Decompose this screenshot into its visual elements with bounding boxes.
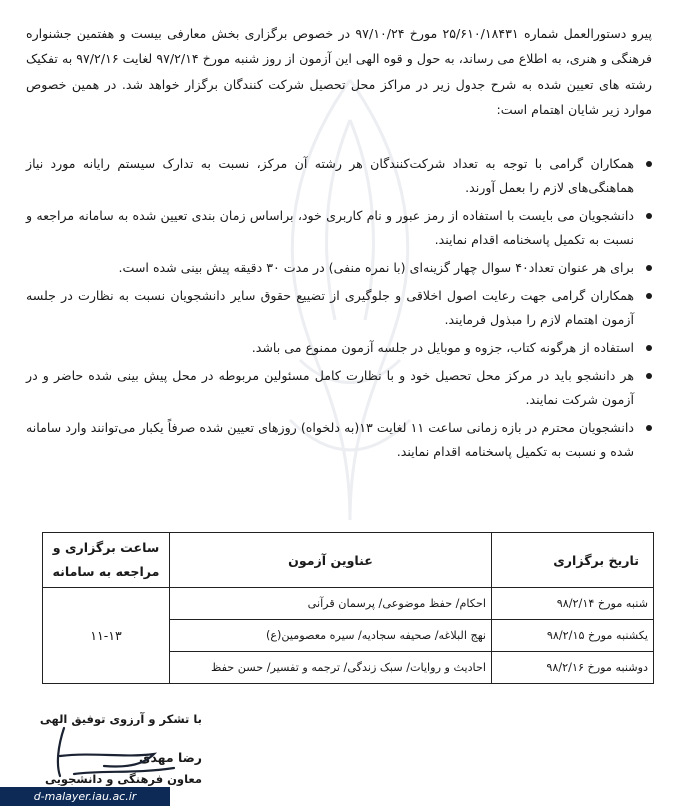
list-item: دانشجویان محترم در بازه زمانی ساعت ۱۱ لغایت ۱۳(به دلخواه) روزهای تعیین شده صرفاً یکبار می‌توانند وارد سامانه شده و نسبت به تکمیل پاسخنامه اقدام نمایند. [26, 416, 652, 464]
signer-title: معاون فرهنگی و دانشجویی [44, 772, 202, 786]
list-item: استفاده از هرگونه کتاب، جزوه و موبایل در جلسه آزمون ممنوع می باشد. [26, 336, 652, 360]
closing-line: با تشکر و آرزوی توفیق الهی [39, 712, 202, 726]
bullet-icon [646, 213, 652, 219]
row-titles: احکام/ حفظ موضوعی/ پرسمان قرآنی [170, 588, 492, 620]
list-item: برای هر عنوان تعداد۴۰ سوال چهار گزینه‌ای (با نمره منفی) در مدت ۳۰ دقیقه پیش بینی شده است. [26, 256, 652, 280]
row-titles: نهج البلاغه/ صحیفه سجادیه/ سیره معصومین(ع) [170, 620, 492, 652]
header-titles: عناوین آزمون [170, 533, 492, 588]
row-titles: احادیث و روایات/ سبک زندگی/ ترجمه و تفسیر/ حسن حفظ [170, 652, 492, 684]
row-date: یکشنبه مورخ ۹۸/۲/۱۵ [492, 620, 654, 652]
row-date: دوشنبه مورخ ۹۸/۲/۱۶ [492, 652, 654, 684]
instructions-list [26, 152, 652, 468]
bullet-icon [646, 265, 652, 271]
intro-paragraph: پیرو دستورالعمل شماره ۲۵/۶۱۰/۱۸۴۳۱ مورخ ۹۷/۱۰/۲۴ در خصوص برگزاری بخش معارفی بیست و هفتمین جشنواره فرهنگی و هنری، به اطلاع می رساند، به حول و قوه الهی این آزمون از روز شنبه مورخ ۹۷/۲/۱۴ لغایت ۹۷/۲/۱۶ به تفکیک رشته های تعیین شده به شرح جدول زیر در مراکز محل تحصیل شرکت کنندگان برگزار خواهد شد. در همین خصوص موارد زیر شایان اهتمام است: [26, 25, 652, 118]
bullet-icon [646, 161, 652, 167]
bullet-icon [646, 345, 652, 351]
table-header-row [43, 533, 654, 588]
table-row [43, 588, 654, 620]
header-date: تاریخ برگزاری [492, 533, 654, 588]
list-item: همکاران گرامی جهت رعایت اصول اخلاقی و جلوگیری از تضییع حقوق سایر دانشجویان نسبت به نظارت در جلسه آزمون اهتمام لازم را مبذول فرمایند. [26, 284, 652, 332]
handwritten-signature [34, 716, 184, 786]
signer-name: رضا مهدی [139, 750, 202, 765]
bullet-icon [646, 373, 652, 379]
row-date: شنبه مورخ ۹۸/۲/۱۴ [492, 588, 654, 620]
list-item: هر دانشجو باید در مرکز محل تحصیل خود و با نظارت کامل مسئولین مربوطه در محل پیش بینی شده حاضر و در آزمون شرکت نمایند. [26, 364, 652, 412]
list-item: همکاران گرامی با توجه به تعداد شرکت‌کنندگان هر رشته آن مرکز، نسبت به تدارک سیستم رایانه مورد نیاز هماهنگی‌های لازم را بعمل آورند. [26, 152, 652, 200]
bullet-icon [646, 293, 652, 299]
exam-schedule-table [42, 532, 654, 684]
list-item: دانشجویان می بایست با استفاده از رمز عبور و نام کاربری خود، براساس زمان بندی تعیین شده به سامانه مراجعه و نسبت به تکمیل پاسخنامه اقدام نمایند. [26, 204, 652, 252]
header-time: ساعت برگزاری و مراجعه به سامانه [43, 533, 170, 588]
website-watermark: d-malayer.iau.ac.ir [0, 787, 170, 806]
bullet-icon [646, 425, 652, 431]
exam-time: ۱۱-۱۳ [43, 588, 170, 684]
